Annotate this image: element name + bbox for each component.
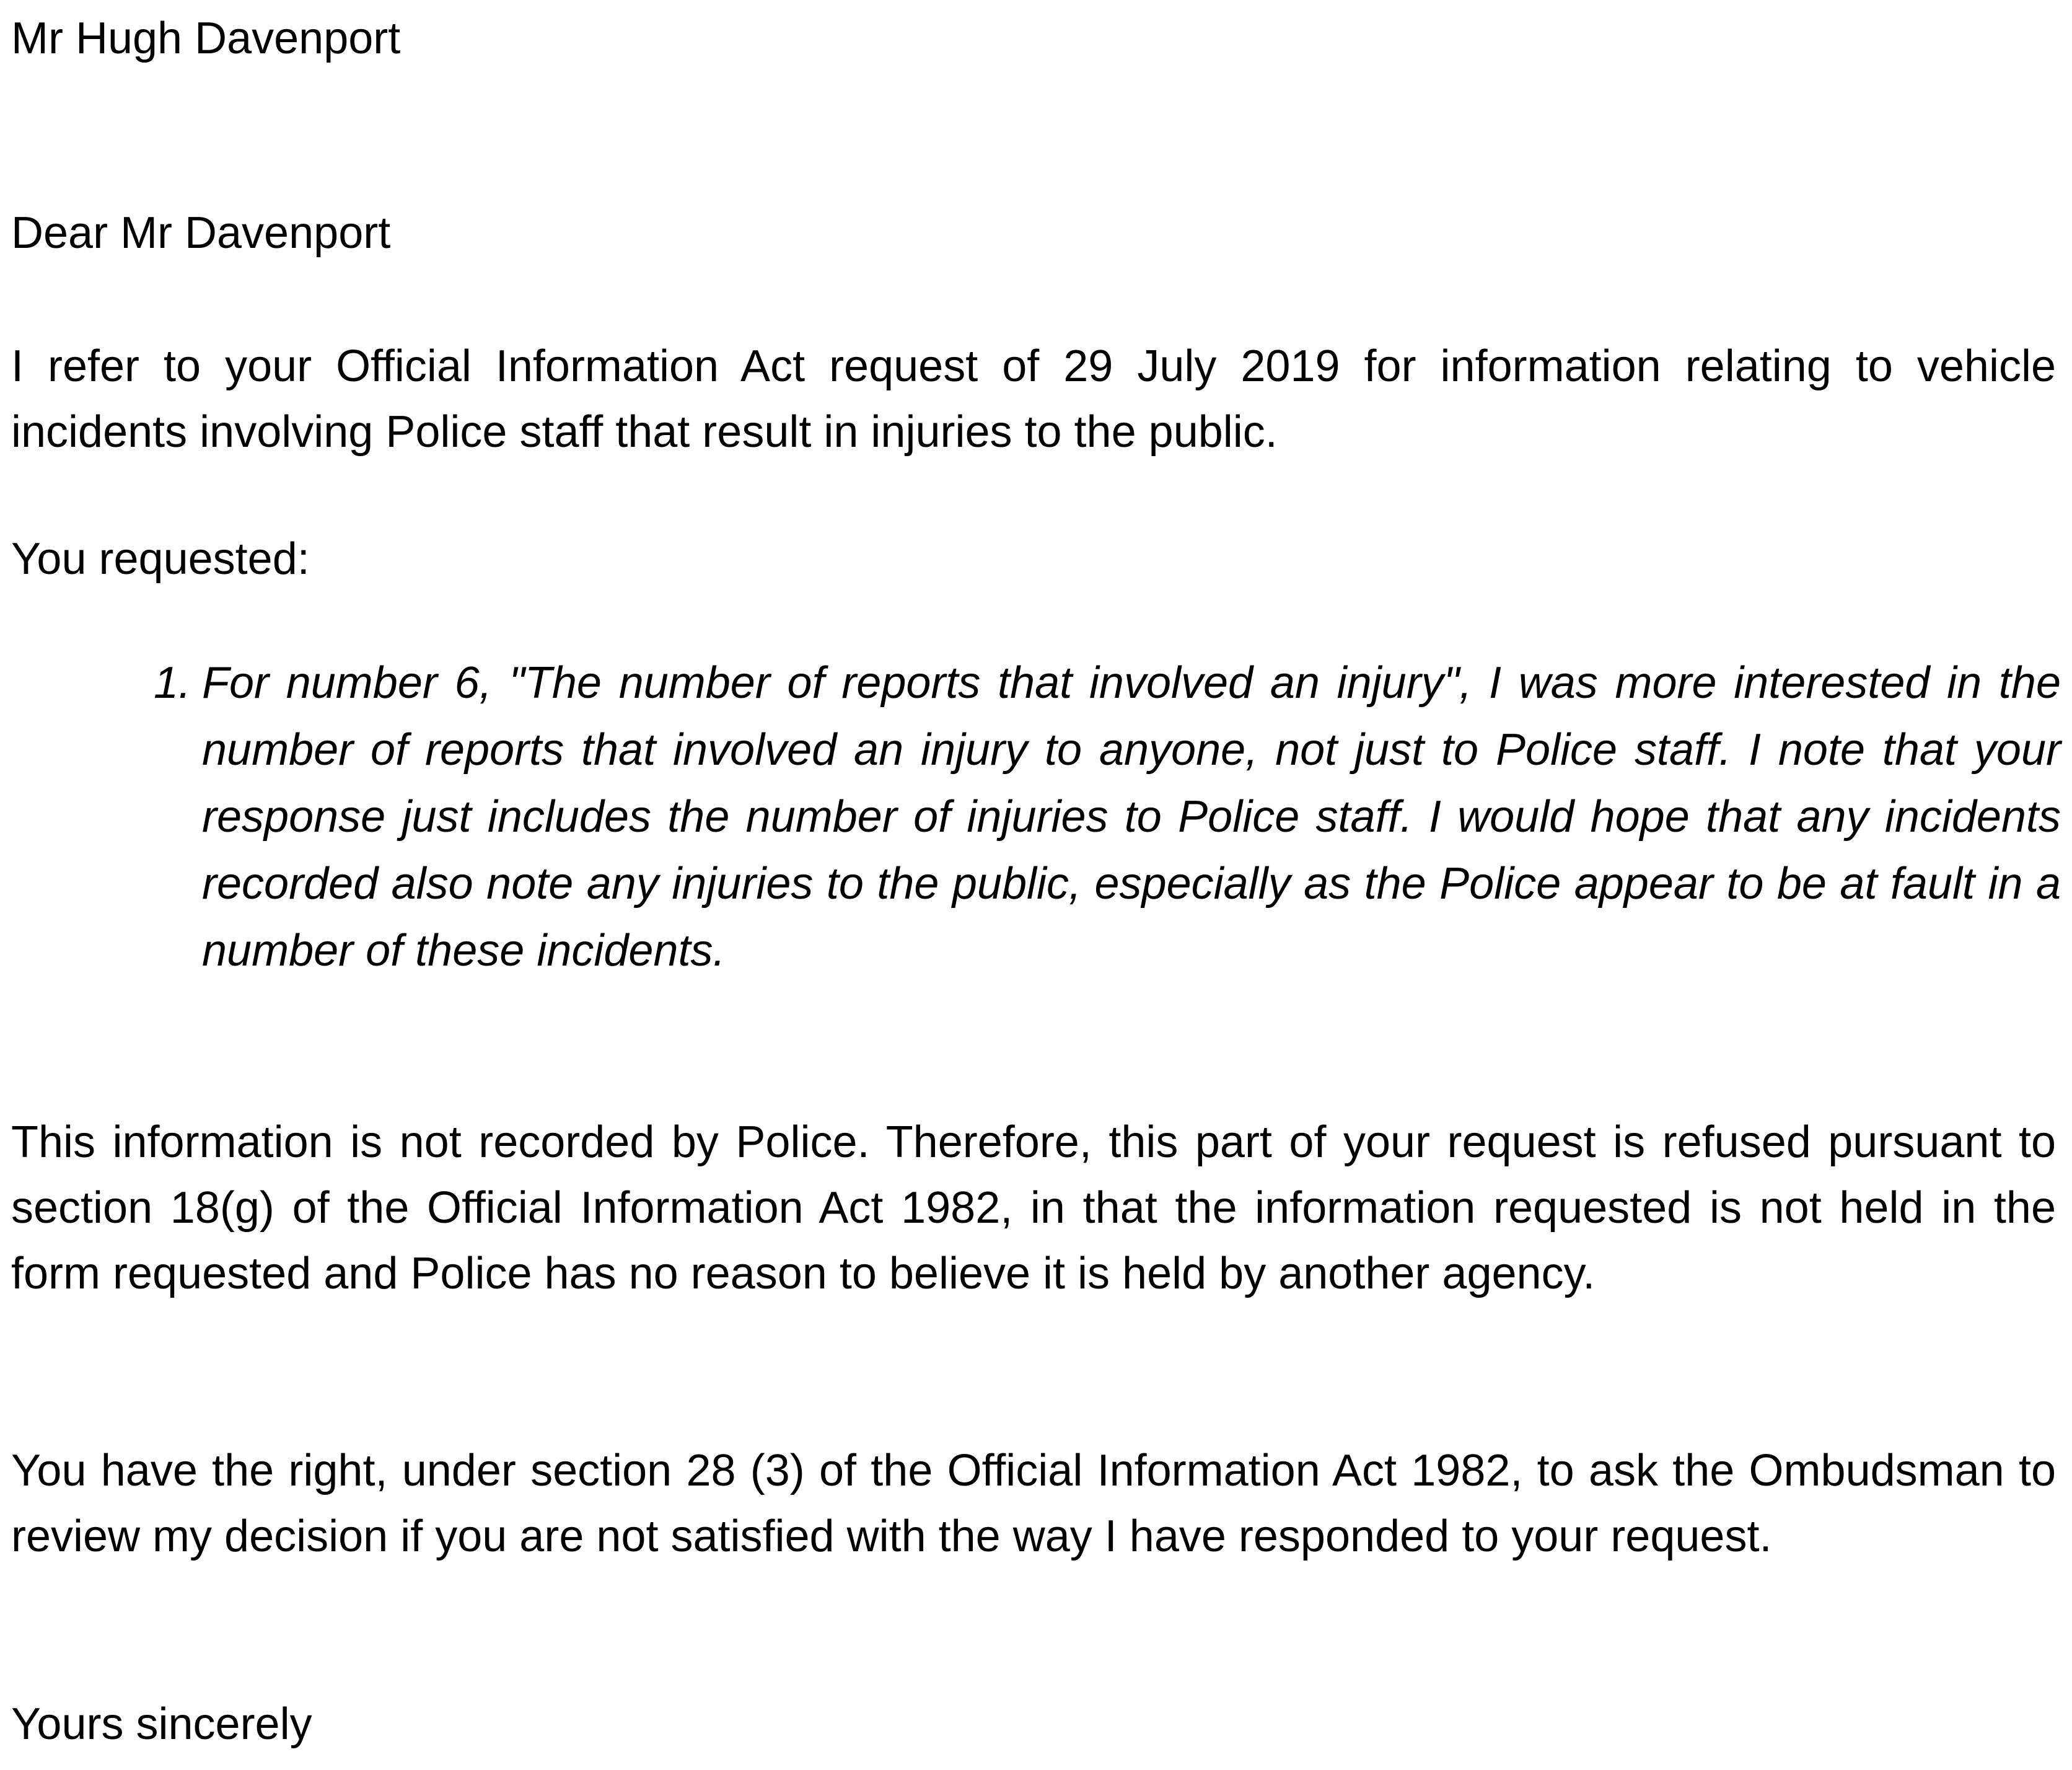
recipient-name: Mr Hugh Davenport bbox=[11, 14, 401, 63]
request-item-text: For number 6, "The number of reports that involved an injury", I was more interested in the number of reports that involved an injury to anyone, not just to Police staff. I note that your response just includes the number of injuries to Police staff. I would hope that any incidents recorded also note any injuries to the public, especially as the Police appear to be at fault in a number of these incidents. bbox=[202, 658, 2061, 975]
request-item-number: 1. bbox=[154, 658, 191, 708]
salutation: Dear Mr Davenport bbox=[11, 208, 391, 258]
rights-paragraph: You have the right, under section 28 (3) of the Official Information Act 1982, to ask the Ombudsman to review my decision if you are not satisfied with the way I have responded to your request. bbox=[11, 1446, 2056, 1561]
closing: Yours sincerely bbox=[11, 1699, 312, 1749]
response-paragraph: This information is not recorded by Police. Therefore, this part of your request is refused pursuant to section 18(g) of the Official Information Act 1982, in that the information requested is not held in the form requested and Police has no reason to believe it is held by another agency. bbox=[11, 1117, 2056, 1298]
intro-paragraph: I refer to your Official Information Act request of 29 July 2019 for information relating to vehicle incidents involving Police staff that result in injuries to the public. bbox=[11, 341, 2056, 457]
requested-label: You requested: bbox=[11, 534, 310, 584]
